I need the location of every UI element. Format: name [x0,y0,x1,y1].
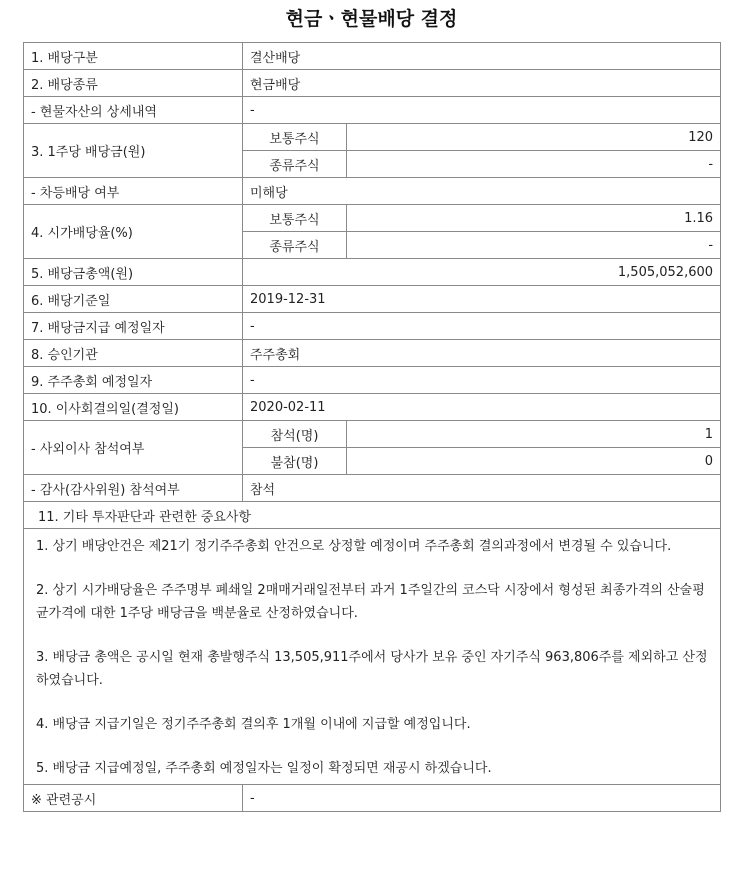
sub-label: 종류주식 [243,151,347,178]
row-label: 6. 배당기준일 [24,286,243,313]
row-label: 4. 시가배당율(%) [24,205,243,259]
sub-label: 보통주식 [243,124,347,151]
sub-label: 참석(명) [243,421,347,448]
row-label: 3. 1주당 배당금(원) [24,124,243,178]
row-value: 1.16 [347,205,721,232]
row-value: - [347,151,721,178]
notes-cell [24,529,721,785]
row-label: 9. 주주총회 예정일자 [24,367,243,394]
table-row [24,205,721,232]
row-value: 결산배당 [243,43,721,70]
table-row [24,394,721,421]
table-row [24,70,721,97]
table-row [24,421,721,448]
row-label: 10. 이사회결의일(결정일) [24,394,243,421]
section-heading: 11. 기타 투자판단과 관련한 중요사항 [24,502,721,529]
table-row [24,178,721,205]
table-row [24,502,721,529]
row-value: - [243,97,721,124]
table-row [24,340,721,367]
note-item: 3. 배당금 총액은 공시일 현재 총발행주식 13,505,911주에서 당사가 보유 중인 자기주식 963,806주를 제외하고 산정하였습니다. [36,650,708,688]
row-label: - 차등배당 여부 [24,178,243,205]
page-title: 현금ㆍ현물배당 결정 [285,8,458,30]
row-label: 7. 배당금지급 예정일자 [24,313,243,340]
row-value: - [347,232,721,259]
row-value: 120 [347,124,721,151]
row-label: 1. 배당구분 [24,43,243,70]
row-value: 미해당 [243,178,721,205]
disclosure-table [23,42,721,812]
row-value: - [243,785,721,812]
table-row [24,97,721,124]
table-row [24,286,721,313]
row-label: 2. 배당종류 [24,70,243,97]
note-item: 5. 배당금 지급예정일, 주주총회 예정일자는 일정이 확정되면 재공시 하겠습니다. [36,761,492,776]
note-item: 1. 상기 배당안건은 제21기 정기주주총회 안건으로 상정할 예정이며 주주총회 결의과정에서 변경될 수 있습니다. [36,539,672,554]
table-row [24,43,721,70]
table-row [24,475,721,502]
sub-label: 불참(명) [243,448,347,475]
row-value: 2019-12-31 [243,286,721,313]
table-row [24,367,721,394]
table-row [24,124,721,151]
sub-label: 종류주식 [243,232,347,259]
table-row [24,529,721,785]
row-value: 참석 [243,475,721,502]
row-value: - [243,367,721,394]
row-label: 8. 승인기관 [24,340,243,367]
row-value: 현금배당 [243,70,721,97]
row-value: 2020-02-11 [243,394,721,421]
row-value: 1,505,052,600 [243,259,721,286]
note-item: 4. 배당금 지급기일은 정기주주총회 결의후 1개월 이내에 지급할 예정입니다. [36,717,471,732]
sub-label: 보통주식 [243,205,347,232]
row-label: 5. 배당금총액(원) [24,259,243,286]
note-item: 2. 상기 시가배당율은 주주명부 폐쇄일 2매매거래일전부터 과거 1주일간의 코스닥 시장에서 형성된 최종가격의 산술평균가격에 대한 1주당 배당금을 백분율로 산정하였습니다. [36,583,705,621]
row-value: 1 [347,421,721,448]
row-value: 주주총회 [243,340,721,367]
row-value: 0 [347,448,721,475]
row-label: - 현물자산의 상세내역 [24,97,243,124]
row-label: ※ 관련공시 [24,785,243,812]
table-row [24,259,721,286]
row-value: - [243,313,721,340]
table-row [24,313,721,340]
row-label: - 사외이사 참석여부 [24,421,243,475]
row-label: - 감사(감사위원) 참석여부 [24,475,243,502]
table-row [24,785,721,812]
